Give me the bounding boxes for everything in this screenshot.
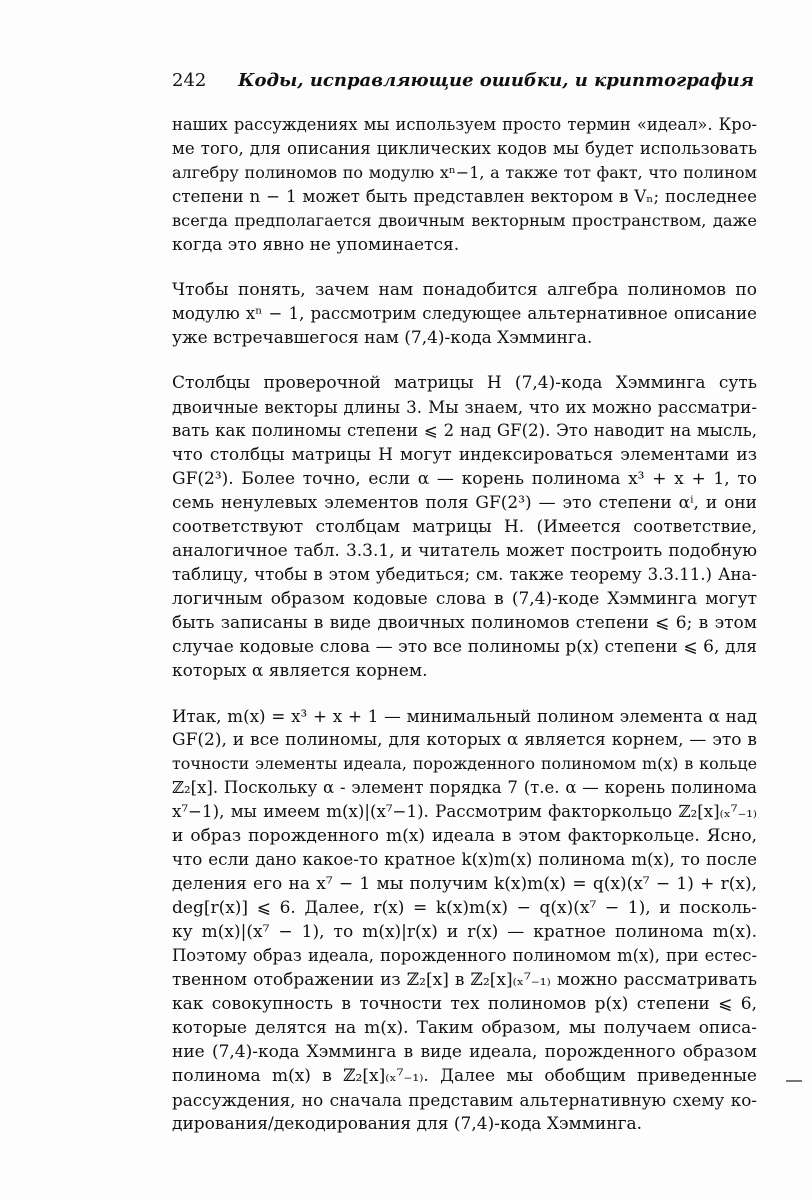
text-line: всегда предполагается двоичным векторным пространством, даже: [172, 211, 757, 230]
running-title: Коды, исправляющие ошибки, и криптография: [238, 70, 755, 91]
text-line: семь ненулевых элементов поля GF(2³) — это степени αⁱ, и они: [172, 493, 757, 513]
text-line: степени n − 1 может быть представлен вектором в Vₙ; последнее: [172, 187, 757, 206]
text-line: что столбцы матрицы H могут индексироваться элементами из: [172, 445, 757, 465]
text-line: вать как полиномы степени ⩽ 2 над GF(2). Это наводит на мысль,: [172, 421, 757, 440]
page-body: [172, 113, 757, 1157]
text-line: x⁷−1), мы имеем m(x)|(x⁷−1). Рассмотрим факторкольцо ℤ₂[x]₍ₓ⁷₋₁₎: [172, 802, 757, 821]
text-line: которых α является корнем.: [172, 661, 428, 681]
text-line: деления его на x⁷ − 1 мы получим k(x)m(x) = q(x)(x⁷ − 1) + r(x),: [172, 874, 757, 894]
text-line: Итак, m(x) = x³ + x + 1 — минимальный полином элемента α над: [172, 706, 757, 726]
text-line: ку m(x)|(x⁷ − 1), то m(x)|r(x) и r(x) — кратное полинома m(x).: [172, 922, 757, 942]
text-line: которые делятся на m(x). Таким образом, мы получаем описа-: [172, 1018, 757, 1038]
text-line: полинома m(x) в ℤ₂[x]₍ₓ⁷₋₁₎. Далее мы обобщим приведенные: [172, 1066, 757, 1086]
text-line: модулю xⁿ − 1, рассмотрим следующее альтернативное описание: [172, 304, 757, 323]
paragraph-4: [172, 704, 757, 1136]
scan-margin-mark: [786, 1080, 802, 1082]
running-head: [172, 70, 772, 91]
text-line: GF(2), и все полиномы, для которых α является корнем, — это в: [172, 730, 757, 750]
text-line: соответствуют столбцам матрицы H. (Имеется соответствие,: [172, 517, 757, 537]
text-line: наших рассуждениях мы используем просто термин «идеал». Кро-: [172, 115, 757, 134]
text-line: deg[r(x)] ⩽ 6. Далее, r(x) = k(x)m(x) − q(x)(x⁷ − 1), и посколь-: [172, 898, 757, 918]
paragraph-1: [172, 113, 757, 257]
text-line: GF(2³). Более точно, если α — корень полинома x³ + x + 1, то: [172, 469, 757, 489]
page-number: 242: [172, 70, 207, 91]
text-line: алгебру полиномов по модулю xⁿ−1, а также тот факт, что полином: [172, 163, 757, 182]
text-line: двоичные векторы длины 3. Мы знаем, что их можно рассматри-: [172, 397, 757, 417]
text-line: твенном отображении из ℤ₂[x] в ℤ₂[x]₍ₓ⁷₋₁₎ можно рассматривать: [172, 970, 757, 990]
text-line: случае кодовые слова — это все полиномы p(x) степени ⩽ 6, для: [172, 637, 757, 657]
text-line: быть записаны в виде двоичных полиномов степени ⩽ 6; в этом: [172, 613, 757, 633]
paragraph-3: [172, 371, 757, 683]
text-line: ℤ₂[x]. Поскольку α - элемент порядка 7 (т.е. α — корень полинома: [172, 778, 757, 797]
paragraph-2: [172, 278, 757, 350]
text-line: рассуждения, но сначала представим альтернативную схему ко-: [172, 1090, 757, 1110]
text-line: ме того, для описания циклических кодов мы будет использовать: [172, 139, 757, 158]
text-line: аналогичное табл. 3.3.1, и читатель может построить подобную: [172, 541, 757, 561]
text-line: уже встречавшегося нам (7,4)-кода Хэмминга.: [172, 328, 593, 348]
text-line: Поэтому образ идеала, порожденного полиномом m(x), при естес-: [172, 946, 757, 965]
text-line: логичным образом кодовые слова в (7,4)-коде Хэмминга могут: [172, 589, 757, 609]
text-line: ние (7,4)-кода Хэмминга в виде идеала, порожденного образом: [172, 1042, 757, 1062]
text-line: и образ порожденного m(x) идеала в этом факторкольце. Ясно,: [172, 826, 757, 846]
text-line: Чтобы понять, зачем нам понадобится алгебра полиномов по: [172, 280, 757, 300]
text-line: таблицу, чтобы в этом убедиться; см. также теорему 3.3.11.) Ана-: [172, 565, 757, 584]
text-line: Столбцы проверочной матрицы H (7,4)-кода Хэмминга суть: [172, 373, 757, 393]
text-line: как совокупность в точности тех полиномов p(x) степени ⩽ 6,: [172, 994, 757, 1014]
text-line: дирования/декодирования для (7,4)-кода Хэмминга.: [172, 1114, 643, 1134]
text-line: что если дано какое-то кратное k(x)m(x) полинома m(x), то после: [172, 850, 757, 869]
text-line: точности элементы идеала, порожденного полиномом m(x) в кольце: [172, 754, 757, 773]
text-line: когда это явно не упоминается.: [172, 235, 460, 255]
